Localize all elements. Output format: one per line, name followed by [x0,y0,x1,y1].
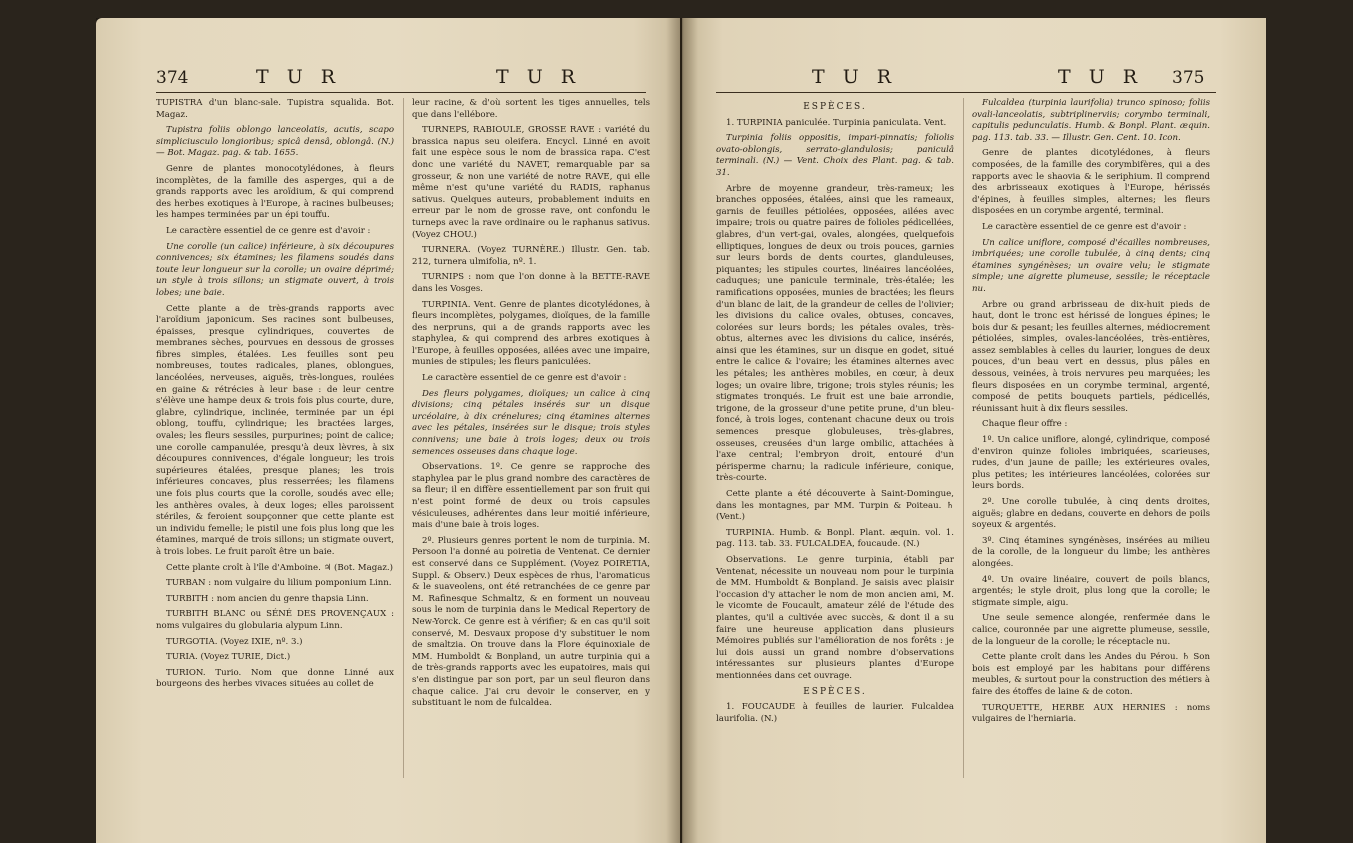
right-page [682,18,1266,843]
paragraph: 4º. Un ovaire linéaire, couvert de poils blancs, argentés; le style droit, plus long que la corolle; le stigmate simple, aigu. [972,574,1210,608]
paragraph: TURNEPS, RABIOULE, GROSSE RAVE : variété du brassica napus seu oleifera. Encycl. Linné en avoit fait une espèce sous le nom de brassica rapa. C'est donc une variété du NAVET, remarquable par sa grosseur, & non une variété de notre RAVE, qui elle même n'est qu'une variété du RADIS, raphanus sativus. Quelques auteurs, probablement induits en erreur par le nom de grosse rave, ont confondu le turneps avec la rave ordinaire ou le raphanus sativus. (Voyez CHOU.) [412,125,650,240]
column-2 [412,98,650,714]
column-4 [972,98,1210,730]
paragraph: Le caractère essentiel de ce genre est d'avoir : [166,225,371,236]
paragraph: Observations. Le genre turpinia, établi par Ventenat, nécessite un nouveau nom pour le turpinia de MM. Humboldt & Bonpland. Je saisis avec plaisir l'occasion d'y attacher le nom de mon ancien ami, M. le vicomte de Foucault, amateur zélé de l'étude des plantes, qu'il a cultivée avec succès, & dont il a su faire une heureuse application dans plusieurs Mémoires publiés sur l'amélioration de nos forêts : je lui dois aussi un grand nombre d'observations intéressantes sur plusieurs plantes d'Europe mentionnées dans cet ouvrage. [716,554,954,681]
open-book [96,18,1259,843]
paragraph: 1. TURPINIA paniculée. Turpinia paniculata. Vent. [726,117,947,128]
paragraph: Turpinia foliis oppositis, impari-pinnatis; foliolis ovato-oblongis, serrato-glandulosis; paniculâ terminali. (N.) — Vent. Choix des Plant. pag. & tab. 31. [716,133,954,178]
paragraph: Un calice uniflore, composé d'écailles nombreuses, imbriquées; une corolle tubulée, à cinq dents; cinq étamines syngénèses; un ovaire velu; le stigmate simple; une aigrette plumeuse, sessile; le réceptacle nu. [972,237,1210,294]
paragraph: TURNERA. (Voyez TURNÈRE.) Illustr. Gen. tab. 212, turnera ulmifolia, nº. 1. [412,245,650,267]
paragraph: TURPINIA. Vent. Genre de plantes dicotylédones, à fleurs incomplètes, polygames, dioïques, de la famille des nerpruns, qui a de grands rapports avec les staphylea, & qui comprend des arbres exotiques à l'Europe, à feuilles opposées, ailées avec une impaire, munies de stipules; les fleurs paniculées. [412,299,650,368]
paragraph: Genre de plantes dicotylédones, à fleurs composées, de la famille des corymbifères, qui a des rapports avec le shaovia & le seriphium. Il comprend des arbrisseaux exotiques à l'Europe, hérissés d'épines, à feuilles simples, alternes; les fleurs disposées en un corymbe argenté, terminal. [972,148,1210,217]
left-page [96,18,680,843]
paragraph: Le caractère essentiel de ce genre est d'avoir : [982,221,1187,232]
paragraph: TURBITH BLANC ou SÉNÉ DES PROVENÇAUX : noms vulgaires du globularia alypum Linn. [156,609,394,631]
paragraph: Cette plante croît dans les Andes du Pérou. ♄ Son bois est employé par les habitans pour différens meubles, & surtout pour la construction des métiers à faire des étoffes de laine & de coton. [972,652,1210,697]
column-1 [156,98,394,695]
paragraph: TURBITH : nom ancien du genre thapsia Linn. [166,593,369,604]
paragraph: Cette plante a de très-grands rapports avec l'aroïdium japonicum. Ses racines sont bulbeuses, épaisses, presque cylindriques, couvertes de membranes sèches, pourvues en dessous de grosses fibres simples, étalées. Les feuilles sont peu nombreuses, toutes radicales, planes, oblongues, lancéolées, nerveuses, aiguës, très-longues, roulées en gaine & rétrécies à leur base : de leur centre s'élève une hampe deux & trois fois plus courte, dure, glabre, cylindrique, inclinée, terminée par un épi oblong, touffu, cylindrique; les bractées larges, ovales; les fleurs sessiles, purpurines; point de calice; une corolle campanulée, presqu'à deux lèvres, à six découpures connivences, d'égale longueur; les trois supérieures étalées, presque planes; les trois inférieures concaves, plus resserrées; les filamens une fois plus courts que la corolle, soudés avec elle; les anthères ovales, à deux loges; elles paroissent stériles, & feroient soupçonner que cette plante est un individu femelle; le pistil une fois plus long que les étamines, marqué de trois sillons; un stigmate ouvert, à trois lobes. Le fruit paroît être un baie. [156,303,394,557]
column-divider [963,98,964,778]
paragraph: TURBAN : nom vulgaire du lilium pomponium Linn. [166,578,392,589]
section-heading: ESPÈCES. [803,686,867,697]
paragraph: TURNIPS : nom que l'on donne à la BETTE-RAVE dans les Vosges. [412,272,650,294]
paragraph: Observations. 1º. Ce genre se rapproche des staphylea par le plus grand nombre des caractères de sa fleur; il en diffère essentiellement par son fruit qui n'est point formé de deux ou trois capsules vésiculeuses, adhérentes dans leur moitié inférieure, mais d'une baie à trois loges. [412,462,650,531]
paragraph: Tupistra foliis oblongo lanceolatis, acutis, scapo simpliciusculo longioribus; spicâ densâ, oblongâ. (N.) — Bot. Magaz. pag. & tab. 1655. [156,125,394,159]
column-3 [716,98,954,729]
paragraph: Arbre ou grand arbrisseau de dix-huit pieds de haut, dont le tronc est hérissé de longues épines; le bois dur & pesant; les feuilles alternes, médiocrement pétiolées, simples, ovales-lancéolées, très-entières, assez semblables à celles du laurier, longues de deux pouces, d'un beau vert en dessus, plus pâles en dessous, veinées, à trois nervures peu marquées; les fleurs disposées en un corymbe terminal, argenté, composé de petits bouquets partiels, pédicellés, réunissant huit à dix fleurs sessiles. [972,299,1210,414]
paragraph: TURQUETTE, HERBE AUX HERNIES : noms vulgaires de l'herniaria. [972,702,1210,725]
paragraph: TURIA. (Voyez TURIE, Dict.) [166,652,291,663]
page-number: 375 [1172,68,1205,88]
paragraph: Une corolle (un calice) inférieure, à six découpures connivences; six étamines; les filamens soudés dans toute leur longueur sur la corolle; un ovaire déprimé; un style à trois sillons; un stigmate ouvert, à trois lobes; une baie. [156,241,394,298]
paragraph: Une seule semence alongée, renfermée dans le calice, couronnée par une aigrette plumeuse, sessile, de la longueur de la corolle; le réceptacle nu. [972,613,1210,647]
paragraph: Cette plante a été découverte à Saint-Domingue, dans les montagnes, par MM. Turpin & Poiteau. ♄ (Vent.) [716,489,954,523]
paragraph: Fulcaldea (turpinia laurifolia) trunco spinoso; foliis ovali-lanceolatis, subtriplinerviis; corymbo terminali, capitulis pedunculatis. Humb. & Bonpl. Plant. æquin. pag. 113. tab. 33. — Illustr. Gen. Cent. 10. Icon. [972,98,1210,143]
paragraph: TURGOTIA. (Voyez IXIE, nº. 3.) [166,636,303,647]
running-head-repeat: T U R [496,66,582,88]
running-head: T U R [256,66,342,88]
paragraph: 2º. Une corolle tubulée, à cinq dents droites, aiguës; glabre en dedans, couverte en dehors de poils soyeux & argentés. [972,497,1210,531]
paragraph: 1. FOUCAUDE à feuilles de laurier. Fulcaldea laurifolia. (N.) [716,702,954,724]
paragraph: Chaque fleur offre : [982,419,1068,430]
running-head-repeat: T U R [1058,66,1144,88]
page-number: 374 [156,68,189,88]
header-rule [716,92,1216,93]
paragraph: Cette plante croît à l'île d'Amboine. ♃ (Bot. Magaz.) [166,562,393,573]
paragraph: leur racine, & d'où sortent les tiges annuelles, tels que dans l'ellébore. [412,98,650,120]
paragraph: TURPINIA. Humb. & Bonpl. Plant. æquin. vol. 1. pag. 113. tab. 33. FULCALDEA, foucaude. (N.) [716,527,954,550]
header-rule [156,92,646,93]
paragraph: 2º. Plusieurs genres portent le nom de turpinia. M. Persoon l'a donné au poiretia de Ventenat. Ce dernier est conservé dans ce Supplément. (Voyez POIRETIA, Suppl. & Observ.) Deux espèces de rhus, l'aromaticus & le suaveolens, ont été retranchées de ce genre par M. Rafinesque Schmaltz, & en forment un nouveau sous le nom de turpinia dans le Medical Repertory de New-Yorck. Ce genre est à vérifier; & en cas qu'il soit conservé, M. Desvaux propose d'y substituer le nom de smaltzia. On trouve dans la Flore équinoxiale de MM. Humboldt & Bonpland, un autre turpinia qui a de très-grands rapports avec les eupatoires, mais qui s'en distingue par son port, par un seul fleuron dans chaque calice. J'ai cru devoir le conserver, en y substituant le nom de fulcaldea. [412,535,650,709]
paragraph: TURION. Turio. Nom que donne Linné aux bourgeons des herbes vivaces situées au collet de [156,667,394,690]
section-heading: ESPÈCES. [803,102,867,112]
paragraph: 3º. Cinq étamines syngénèses, insérées au milieu de la corolle, de la longueur du limbe; les anthères alongées. [972,535,1210,569]
paragraph: Des fleurs polygames, dioïques; un calice à cinq divisions; cinq pétales insérés sur un disque urcéolaire, à dix crénelures; cinq étamines alternes avec les pétales, insérées sur le disque; trois styles connivens; une baie à trois loges; deux ou trois semences osseuses dans chaque loge. [412,388,650,457]
paragraph: Genre de plantes monocotylédones, à fleurs incomplètes, de la famille des asperges, qui a de grands rapports avec les aroïdium, & qui comprend des herbes exotiques à l'Europe, à racines bulbeuses; les hampes terminées par un épi touffu. [156,163,394,221]
paragraph: Le caractère essentiel de ce genre est d'avoir : [422,373,627,384]
paragraph: 1º. Un calice uniflore, alongé, cylindrique, composé d'environ quinze folioles imbriquées, scarieuses, rudes, d'un jaune de paille; les extérieures ovales, plus petites; les intérieures lancéolées, colorées sur leurs bords. [972,435,1210,492]
paragraph: Arbre de moyenne grandeur, très-rameux; les branches opposées, étalées, ainsi que les rameaux, garnis de feuilles pétiolées, opposées, ailées avec impaire; trois ou quatre paires de folioles pédicellées, glabres, d'un vert-gai, ovales, alongées, quelquefois elliptiques, longues de deux ou trois pouces, garnies sur leurs bords de dents courtes, glanduleuses, piquantes; les stipules courtes, linéaires lancéolées, caduques; une panicule terminale, très-étalée; les ramifications opposées, munies de bractées; les fleurs d'un blanc de lait, de la grandeur de celles de l'olivier; les divisions du calice ovales, obtuses, concaves, colorées sur leurs bords; les pétales ovales, très-obtus, alternes avec les divisions du calice, insérés, ainsi que les étamines, sur un disque en godet, situé entre le calice & l'ovaire; les étamines alternes avec les pétales; les anthères mobiles, en cœur, à deux loges; un ovaire libre, trigone; trois styles réunis; les stigmates tronqués. Le fruit est une baie arrondie, trigone, de la grosseur d'une petite prune, d'un bleu-foncé, à trois loges, contenant chacune deux ou trois semences presque globuleuses, très-glabres, osseuses, creusées d'un large ombilic, attachées à l'axe central; l'embryon droit, entouré d'un périsperme charnu; la radicule inférieure, conique, très-courte. [716,183,954,484]
running-head: T U R [812,66,898,88]
column-divider [403,98,404,778]
paragraph: TUPISTRA d'un blanc-sale. Tupistra squalida. Bot. Magaz. [156,98,394,120]
